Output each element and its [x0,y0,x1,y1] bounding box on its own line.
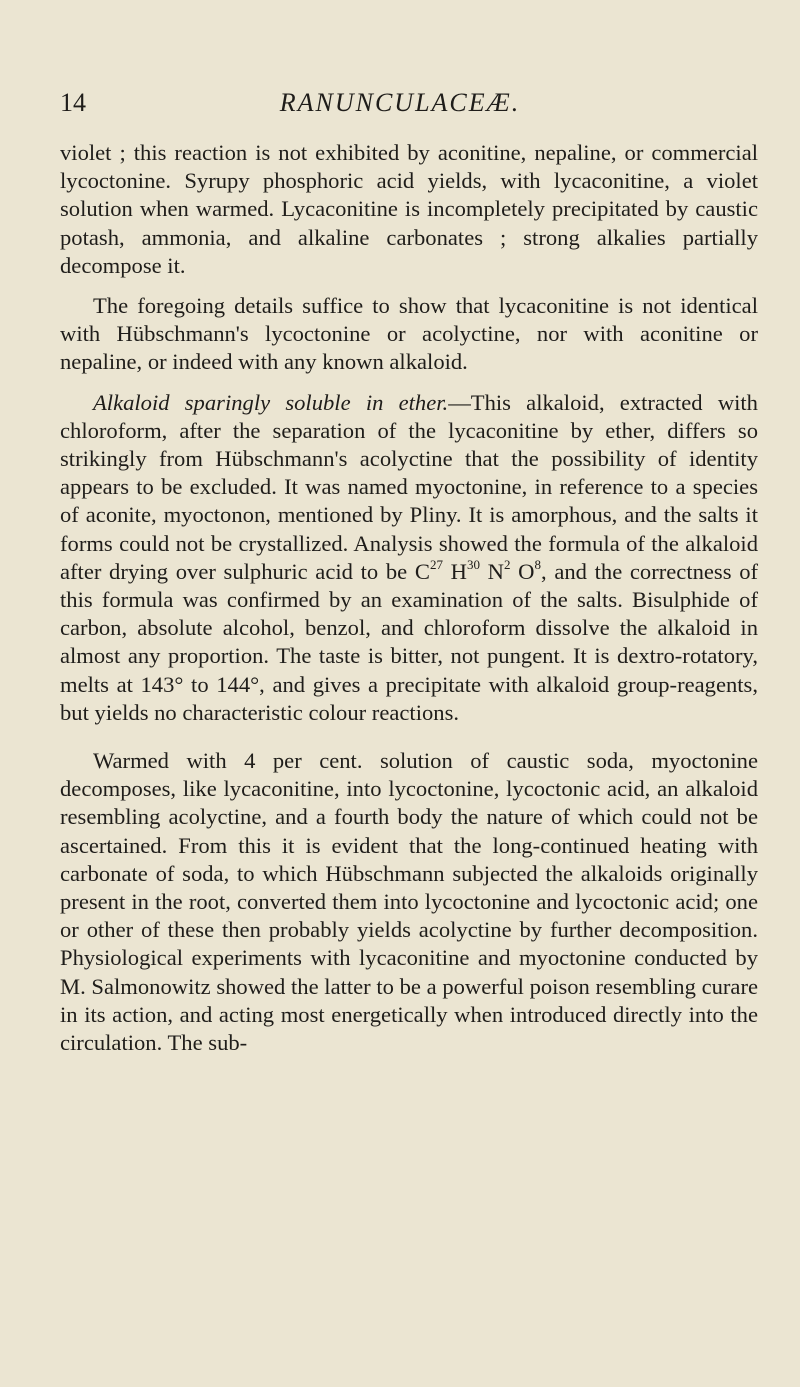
formula-h-sub: 30 [466,556,480,572]
paragraph-3 [60,389,758,727]
page-number: 14 [60,88,86,117]
formula-c-sub: 27 [429,556,443,572]
paragraph-3-text-b: , and the correctness of this formula was confirmed by an examination of the salts. Bisulphide of carbon, absolute alcohol, benzol, and chloroform dissolve the alkaloid in almost any proportion. The taste is bitter, not pungent. It is dextro-rotatory, melts at 143° to 144°, and gives a precipitate with alkaloid group-reagents, but yields no characteristic colour reactions. [60,558,759,725]
formula-o: O [518,558,535,584]
chemical-formula [414,556,541,584]
paragraph-1: violet ; this reaction is not exhibited by aconitine, nepaline, or commercial lycoctonine. Syrupy phosphoric acid yields, with lycaconitine, a violet solution when warmed. Lycaconitine is incompletely precipitated by caustic potash, ammonia, and alkaline carbonates ; strong alkalies partially decompose it. [60,140,758,278]
paragraph-2: The foregoing details suffice to show that lycaconitine is not identical with Hübschmann's lycoctonine or acolyctine, nor with aconitine or nepaline, or indeed with any known alkaloid. [60,293,758,375]
formula-n: N [487,558,504,584]
paragraph-3-text-a: —This alkaloid, extracted with chloroform, after the separation of the lycaconitine by ether, differs so strikingly from Hübschmann's acolyctine that the possibility of identity appears to be excluded. It was named myoctonine, in reference to a species of aconite, myoctonon, mentioned by Pliny. It is amorphous, and the salts it forms could not be crystallized. Analysis showed the formula of the alkaloid after drying over sulphuric acid to be [60,389,758,584]
paragraph-4: Warmed with 4 per cent. solution of caustic soda, myoctonine decomposes, like lycaconitine, into lycoctonine, lycoctonic acid, an alkaloid resembling acolyctine, and a fourth body the nature of which could not be ascertained. From this it is evident that the long-continued heating with carbonate of soda, to which Hübschmann subjected the alkaloids originally present in the root, converted them into lycoctonine and lycoctonic acid; one or other of these then probably yields acolyctine by further decomposition. Physiological experiments with lycaconitine and myoctonine conducted by M. Salmonowitz showed the latter to be a powerful poison resembling curare in its action, and acting most energetically when introduced directly into the circulation. The sub- [60,748,758,1056]
body-text [60,139,758,1057]
formula-o-sub: 8 [534,556,541,572]
page-header [0,88,800,128]
formula-h: H [450,558,467,584]
formula-c: C [414,558,430,584]
running-head: RANUNCULACEÆ. [279,88,521,117]
formula-n-sub: 2 [503,556,511,572]
section-heading-italic: Alkaloid sparingly soluble in ether. [93,389,449,415]
